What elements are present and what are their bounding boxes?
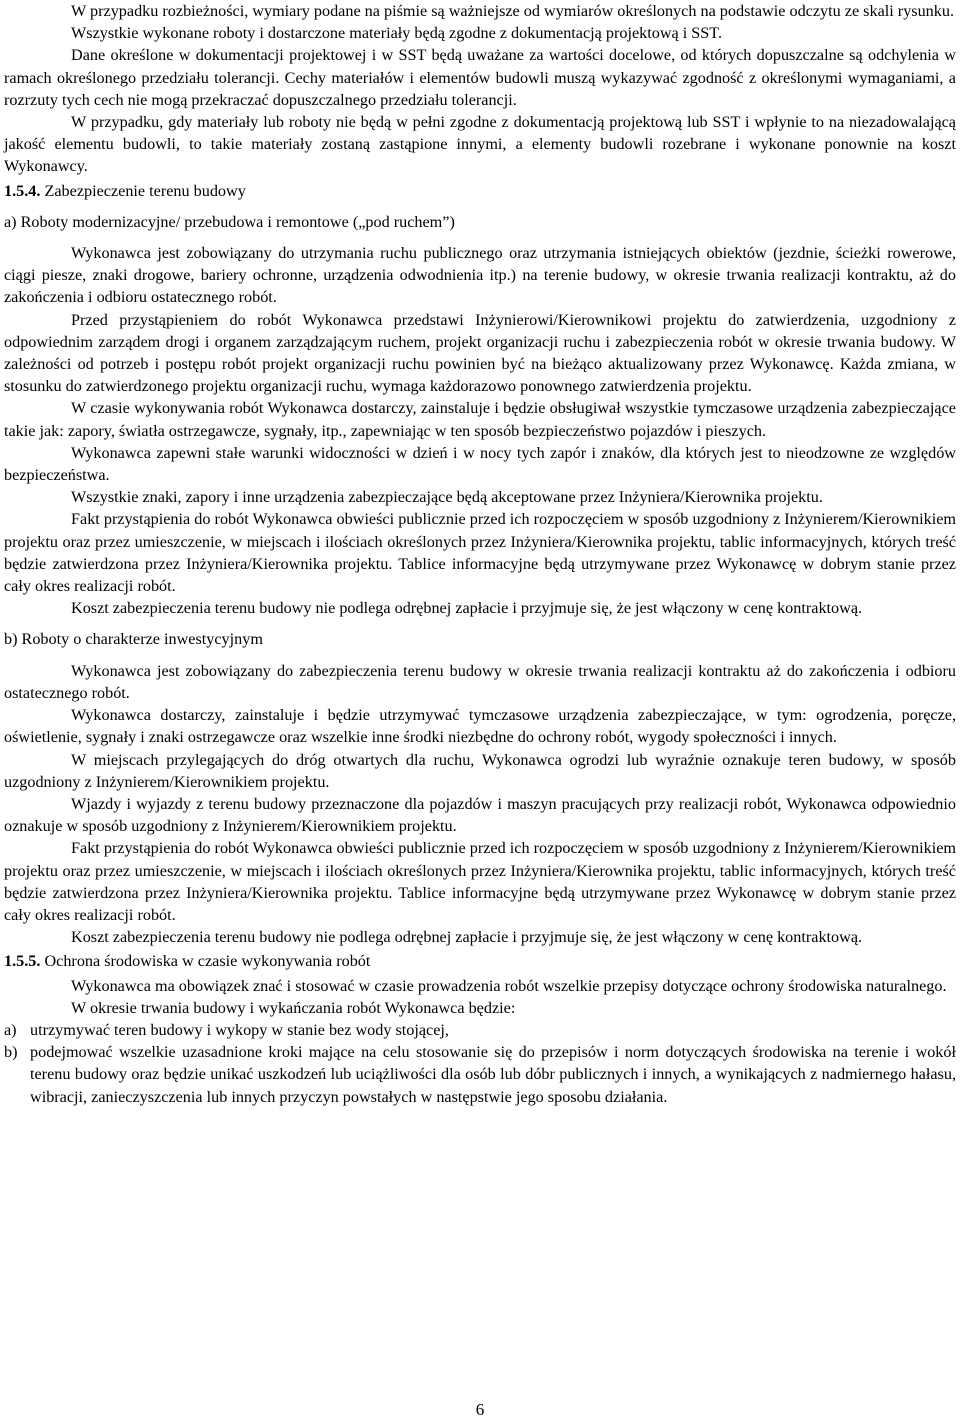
paragraph: Wszystkie znaki, zapory i inne urządzenia zabezpieczające będą akceptowane przez Inżyniera/Kierownika projektu. xyxy=(71,488,823,507)
paragraph: Wykonawca jest zobowiązany do utrzymania ruchu publicznego oraz utrzymania istniejących obiektów (jezdnie, ścieżki rowerowe, ciągi piesze, znaki drogowe, bariery ochronne, urządzenia odwodnienia itp.) na terenie budowy, w okresie trwania realizacji kontraktu, aż do zakończenia i odbioru ostatecznego robót. xyxy=(4,244,956,307)
subsection-b-title: b) Roboty o charakterze inwestycyjnym xyxy=(4,630,263,649)
list-label: b) xyxy=(4,1043,18,1062)
paragraph: Wykonawca ma obowiązek znać i stosować w czasie prowadzenia robót wszelkie przepisy dotyczące ochrony środowiska naturalnego. xyxy=(71,976,947,995)
list-item xyxy=(4,1019,956,1041)
paragraph: W czasie wykonywania robót Wykonawca dostarczy, zainstaluje i będzie obsługiwał wszystkie tymczasowe urządzenia zabezpieczające takie jak: zapory, światła ostrzegawcze, sygnały, itp., zapewniając w ten sposób bezpieczeństwo pojazdów i pieszych. xyxy=(4,399,956,440)
paragraph: W okresie trwania budowy i wykańczania robót Wykonawca będzie: xyxy=(71,998,516,1017)
paragraph: Dane określone w dokumentacji projektowej i w SST będą uważane za wartości docelowe, od których dopuszczalne są odchylenia w ramach określonego przedziału tolerancji. Cechy materiałów i elementów budowli muszą wykazywać zgodność z określonymi wymaganiami, a rozrzuty tych cech nie mogą przekraczać dopuszczalnego przedziału tolerancji. xyxy=(4,46,956,109)
paragraph: W przypadku rozbieżności, wymiary podane na piśmie są ważniejsze od wymiarów określonych na podstawie odczytu ze skali rysunku. xyxy=(71,2,955,20)
section-title: Zabezpieczenie terenu budowy xyxy=(44,181,246,200)
list-item xyxy=(4,1041,956,1108)
paragraph: Wjazdy i wyjazdy z terenu budowy przeznaczone dla pojazdów i maszyn pracujących przy realizacji robót, Wykonawca odpowiednio oznakuje w sposób uzgodniony z Inżynierem/Kierownikiem projektu. xyxy=(4,794,956,836)
list-text: podejmować wszelkie uzasadnione kroki mające na celu stosowanie się do przepisów i norm dotyczących środowiska na terenie i wokół terenu budowy oraz będzie unikać uszkodzeń lub uciążliwości dla osób lub dóbr publicznych i innych, a wynikających z nadmiernego hałasu, wibracji, zanieczyszczenia lub innych przyczyn powstałych w następstwie jego sposobu działania. xyxy=(30,1043,956,1106)
section-title: Ochrona środowiska w czasie wykonywania robót xyxy=(44,952,371,971)
section-heading-1-5-4 xyxy=(4,180,956,202)
section-number: 1.5.5. xyxy=(4,952,41,971)
paragraph: Koszt zabezpieczenia terenu budowy nie podlega odrębnej zapłacie i przyjmuje się, że jest włączony w cenę kontraktową. xyxy=(71,928,863,947)
paragraph: Fakt przystąpienia do robót Wykonawca obwieści publicznie przed ich rozpoczęciem w sposób uzgodniony z Inżynierem/Kierownikiem projektu oraz przez umieszczenie, w miejscach i ilościach określonych przez Inżyniera/Kierownika projektu, tablic informacyjnych, których treść będzie zatwierdzona przez Inżyniera/Kierownika projektu. Tablice informacyjne będą utrzymywane przez Wykonawcę w dobrym stanie przez cały okres realizacji robót. xyxy=(4,510,956,596)
paragraph: W miejscach przylegających do dróg otwartych dla ruchu, Wykonawca ogrodzi lub wyraźnie oznakuje teren budowy, w sposób uzgodniony z Inżynierem/Kierownikiem projektu. xyxy=(4,750,956,791)
list-label: a) xyxy=(4,1020,17,1039)
section-heading-1-5-5 xyxy=(4,950,956,972)
paragraph: Przed przystąpieniem do robót Wykonawca przedstawi Inżynierowi/Kierownikowi projektu do zatwierdzenia, uzgodniony z odpowiednim zarządem drogi i organem zarządzającym ruchem, projekt organizacji ruchu i zabezpieczenia robót w okresie trwania budowy. W zależności od potrzeb i postępu robót projekt organizacji ruchu powinien być na bieżąco aktualizowany przez Wykonawcę. Każda zmiana, w stosunku do zatwierdzonego projektu organizacji ruchu, wymaga każdorazowo ponownego zatwierdzenia projektu. xyxy=(4,310,956,396)
document-page xyxy=(4,0,956,1108)
paragraph: Wykonawca jest zobowiązany do zabezpieczenia terenu budowy w okresie trwania realizacji kontraktu aż do zakończenia i odbioru ostatecznego robót. xyxy=(4,661,956,702)
paragraph: W przypadku, gdy materiały lub roboty nie będą w pełni zgodne z dokumentacją projektową lub SST i wpłynie to na niezadowalającą jakość elementu budowli, to takie materiały zostaną zastąpione innymi, a elementy budowli rozebrane i wykonane ponownie na koszt Wykonawcy. xyxy=(4,113,956,176)
paragraph: Koszt zabezpieczenia terenu budowy nie podlega odrębnej zapłacie i przyjmuje się, że jest włączony w cenę kontraktową. xyxy=(71,599,863,618)
section-number: 1.5.4. xyxy=(4,181,41,200)
paragraph: Wszystkie wykonane roboty i dostarczone materiały będą zgodne z dokumentacją projektową i SST. xyxy=(71,24,723,43)
list-text: utrzymywać teren budowy i wykopy w stanie bez wody stojącej, xyxy=(30,1020,449,1039)
paragraph: Fakt przystąpienia do robót Wykonawca obwieści publicznie przed ich rozpoczęciem w sposób uzgodniony z Inżynierem/Kierownikiem projektu oraz przez umieszczenie, w miejscach i ilościach określonych przez Inżyniera/Kierownika projektu, tablic informacyjnych, których treść będzie zatwierdzona przez Inżyniera/Kierownika projektu. Tablice informacyjne będą utrzymywane przez Wykonawcę w dobrym stanie przez cały okres realizacji robót. xyxy=(4,839,956,924)
paragraph: Wykonawca zapewni stałe warunki widoczności w dzień i w nocy tych zapór i znaków, dla których jest to nieodzowne ze względów bezpieczeństwa. xyxy=(4,443,956,485)
page-number: 6 xyxy=(475,1400,485,1419)
paragraph: Wykonawca dostarczy, zainstaluje i będzie utrzymywać tymczasowe urządzenia zabezpieczające, w tym: ogrodzenia, poręcze, oświetlenie, sygnały i znaki ostrzegawcze oraz wszelkie inne środki niezbędne do ochrony robót, wygody społeczności i innych. xyxy=(4,706,956,747)
subsection-a-title: a) Roboty modernizacyjne/ przebudowa i remontowe („pod ruchem”) xyxy=(4,212,455,231)
